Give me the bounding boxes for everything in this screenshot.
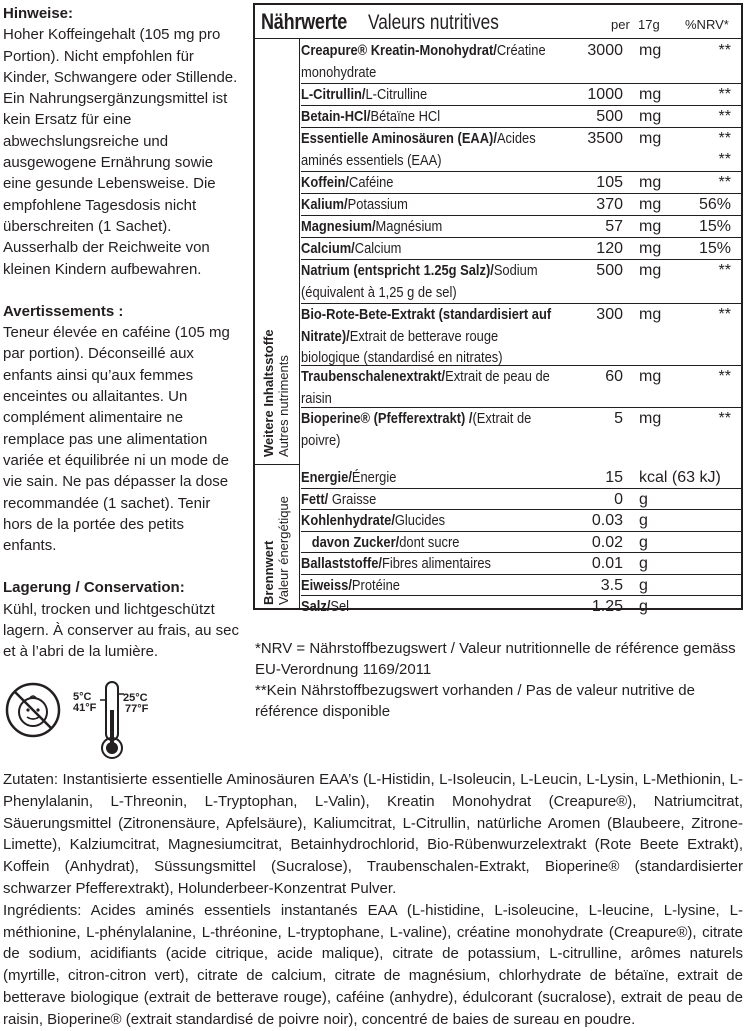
- section-b-de: Brennwert: [261, 540, 276, 605]
- section-a-de: Weitere Inhaltsstoffe: [261, 329, 276, 457]
- energy-name: Eiweiss/Protéine: [301, 576, 400, 594]
- nutrition-table: [253, 3, 743, 615]
- nutrient-value: 1000: [587, 86, 623, 103]
- ingredients: [3, 769, 743, 1031]
- nutrient-unit: mg: [639, 218, 662, 235]
- nutrient-name: Creapure® Kreatin-Monohydrat/Créatine monohydrate: [301, 42, 546, 81]
- nutrient-value: 500: [596, 262, 623, 279]
- nutrient-row: [301, 128, 741, 172]
- energy-name: davon Zucker/dont sucre: [301, 533, 460, 551]
- warnings-fr-heading: Avertissements :: [3, 302, 124, 320]
- energy-name: Energie/Énergie: [301, 469, 397, 486]
- energy-unit: kcal (63 kJ): [639, 469, 721, 486]
- nutrient-value: 60: [605, 368, 623, 385]
- nutrient-name: L-Citrullin/L-Citrulline: [301, 86, 428, 103]
- nutrient-name: Koffein/Caféine: [301, 174, 394, 191]
- nutrient-row: [301, 40, 741, 84]
- energy-unit: g: [639, 512, 648, 529]
- energy-row: [301, 510, 741, 532]
- nutrient-row: [301, 304, 741, 366]
- nutrient-row: [301, 238, 741, 260]
- nutrient-name: Natrium (entspricht 1.25g Salz)/Sodium (équivalent à 1,25 g de sel): [301, 262, 538, 301]
- temp-high-f: 77°F: [125, 703, 149, 715]
- footnotes: [255, 638, 745, 722]
- nutrient-unit: mg: [639, 306, 662, 323]
- nutrient-unit: mg: [639, 196, 662, 213]
- nutrient-nrv-2: **: [718, 151, 731, 168]
- nutrient-name: Traubenschalenextrakt/Extrait de peau de raisin: [301, 368, 550, 407]
- nutrient-unit: mg: [639, 130, 662, 147]
- nutrient-value: 3500: [587, 130, 623, 147]
- nutrient-nrv: **: [718, 130, 731, 147]
- section-other-nutrients-label: [255, 39, 300, 465]
- table-header: [255, 5, 741, 39]
- energy-value: 0.03: [591, 512, 623, 529]
- nutrient-row: [301, 194, 741, 216]
- nutrient-row: [301, 408, 741, 449]
- nutrient-nrv: 56%: [698, 196, 731, 213]
- nutrient-name: Bioperine® (Pfefferextrakt) /(Extrait de poivre): [301, 410, 532, 449]
- energy-row: [301, 596, 741, 617]
- nutrient-nrv: **: [718, 306, 731, 323]
- nutrient-name: Kalium/Potassium: [301, 196, 408, 213]
- energy-unit: g: [639, 490, 648, 508]
- storage-icons: [3, 680, 163, 760]
- nutrient-row: [301, 172, 741, 194]
- nutrient-nrv: **: [718, 108, 731, 125]
- nutrient-unit: mg: [639, 262, 662, 279]
- ingredients-fr: Ingrédients: Acides aminés essentiels instantanés EAA (L-histidine, L-isoleucine, L-leucine, L-lysine, L-méthionine, L-phénylalanine, L-thréonine, L-tryptophane, L-valine), créatine monohydrate (Creapure®), citrate de sodium, acidifiants (acide citrique, acide malique), citrate de potassium, L-citrulline, arômes naturels (myrtille, citron-citron vert), citrate de calcium, citrate de magnésium, chlorhydrate de bétaïne, extrait de betterave biologique (extrait de betterave rouge), caféine (anhydre), édulcorant (sucralose), extrait de peau de raisin, Bioperine® (extrait standardisé de poivre noir), concentré de baies de sureau en poudre.: [3, 901, 743, 1028]
- temp-low-f: 41°F: [73, 702, 97, 714]
- energy-value: 0.02: [591, 533, 623, 551]
- column-nrv: %NRV*: [685, 17, 729, 32]
- footnote-nrv: *NRV = Nährstoffbezugswert / Valeur nutritionnelle de référence gemäss EU-Verordnung 1169/2011: [255, 640, 736, 678]
- temp-high-c: 25°C: [123, 692, 148, 704]
- energy-value: 1.25: [591, 598, 623, 615]
- nutrient-value: 120: [596, 240, 623, 257]
- nutrient-row: [301, 216, 741, 238]
- energy-row: [301, 575, 741, 597]
- section-a-fr: Autres nutriments: [276, 355, 291, 457]
- nutrient-name: Essentielle Aminosäuren (EAA)/Acides aminés essentiels (EAA): [301, 130, 536, 169]
- nutrient-value: 5: [614, 410, 623, 427]
- nutrient-unit: mg: [639, 174, 662, 191]
- nutrient-nrv: **: [718, 86, 731, 103]
- warnings-de-heading: Hinweise:: [3, 5, 74, 22]
- energy-value: 0: [614, 490, 623, 508]
- energy-row: [301, 467, 741, 489]
- nutrient-unit: mg: [639, 108, 662, 125]
- nutrient-value: 3000: [587, 42, 623, 59]
- nutrient-nrv: **: [718, 42, 731, 59]
- energy-unit: g: [639, 533, 648, 551]
- energy-row: [301, 532, 741, 554]
- nutrient-unit: mg: [639, 410, 662, 427]
- energy-unit: g: [639, 576, 648, 594]
- nutrient-nrv: 15%: [698, 218, 731, 235]
- footnote-no-nrv: **Kein Nährstoffbezugswert vorhanden / Pas de valeur nutritive de référence disponible: [255, 682, 695, 720]
- table-title-fr: Valeurs nutritives: [368, 11, 499, 34]
- nutrient-value: 300: [596, 306, 623, 323]
- nutrient-unit: mg: [639, 240, 662, 257]
- energy-row: [301, 553, 741, 575]
- table-title-de: Nährwerte: [261, 9, 348, 34]
- warnings-fr-text: Teneur élevée en caféine (105 mg par portion). Déconseillé aux enfants ainsi qu’aux femmes enceintes ou allaitantes. Un complément alimentaire ne remplace pas une alimentation variée et équilibrée ni un mode de vie sain. Ne pas dépasser la dose recommandée (1 sachet). Tenir hors de la portée des petits enfants.: [3, 324, 230, 555]
- warnings-de-text: Hoher Koffeingehalt (105 mg pro Portion). Nicht empfohlen für Kinder, Schwangere oder Stillende. Ein Nahrungsergänzungsmittel ist kein Ersatz für eine abwechslungsreiche und ausgewogene Ernährung sowie eine gesunde Lebensweise. Die empfohlene Tagesdosis nicht überschreiten (1 Sachet). Ausserhalb der Reichweite von kleinen Kindern aufbewahren.: [3, 26, 238, 278]
- no-children-icon: [3, 680, 63, 740]
- section-b-fr: Valeur énergétique: [276, 496, 291, 605]
- column-amount: 17g: [638, 17, 660, 32]
- column-per: per: [611, 17, 630, 32]
- nutrient-name: Bio-Rote-Bete-Extrakt (standardisiert auf Nitrate)/Extrait de betterave rouge biologique (standardisé en nitrates): [301, 306, 552, 366]
- nutrient-name: Calcium/Calcium: [301, 240, 402, 257]
- nutrient-value: 57: [605, 218, 623, 235]
- nutrient-name: Betain-HCl/Bétaïne HCl: [301, 108, 441, 125]
- nutrient-row: [301, 366, 741, 408]
- nutrient-nrv: **: [718, 368, 731, 385]
- nutrient-value: 500: [596, 108, 623, 125]
- storage-heading: Lagerung / Conservation:: [3, 579, 185, 597]
- section-energy-label: [255, 465, 300, 610]
- nutrient-unit: mg: [639, 42, 662, 59]
- energy-name: Ballaststoffe/Fibres alimentaires: [301, 555, 491, 572]
- nutrient-name: Magnesium/Magnésium: [301, 218, 443, 235]
- nutrient-nrv: **: [718, 174, 731, 191]
- nutrient-unit: mg: [639, 368, 662, 385]
- nutrient-value: 370: [596, 196, 623, 213]
- energy-unit: g: [639, 555, 648, 572]
- nutrient-row: [301, 84, 741, 106]
- energy-row: [301, 489, 741, 511]
- nutrient-row: [301, 260, 741, 304]
- energy-name: Kohlenhydrate/Glucides: [301, 512, 446, 529]
- nutrient-nrv: **: [718, 410, 731, 427]
- energy-name: Salz/Sel: [301, 598, 350, 615]
- energy-value: 3.5: [600, 576, 623, 594]
- ingredients-de: Zutaten: Instantisierte essentielle Aminosäuren EAA’s (L-Histidin, L-Isoleucin, L-Leucin, L-Lysin, L-Methionin, L-Phenylalanin, L-Threonin, L-Tryptophan, L-Valin), Kreatin Monohydrat (Creapure®), Natriumcitrat, Säuerungsmittel (Zitronensäure, Apfelsäure), Kaliumcitrat, L-Citrullin, natürliche Aromen (Blaubeere, Zitrone-Limette), Kalziumcitrat, Magnesiumcitrat, Betainhydrochlorid, Bio-Rübenwurzelextrakt (Rote Beete Extrakt), Koffein (Anhydrat), Süssungsmittel (Sucralose), Traubenschalen-Extrakt, Bioperine® (standardisierter schwarzer Pfefferextrakt), Holunderbeer-Konzentrat Pulver.: [3, 771, 743, 897]
- nutrient-unit: mg: [639, 86, 662, 103]
- energy-value: 0.01: [591, 555, 623, 572]
- warnings-column: [3, 3, 241, 663]
- nutrient-nrv: **: [718, 262, 731, 279]
- nutrient-row: [301, 106, 741, 128]
- energy-unit: g: [639, 598, 648, 615]
- energy-name: Fett/ Graisse: [301, 490, 377, 508]
- temp-low-c: 5°C: [73, 691, 92, 703]
- nutrient-value: 105: [596, 174, 623, 191]
- energy-value: 15: [605, 469, 623, 486]
- storage-text: Kühl, trocken und lichtgeschützt lagern. À conserver au frais, au sec et à l’abri de la lumière.: [3, 600, 239, 661]
- nutrient-nrv: 15%: [698, 240, 731, 257]
